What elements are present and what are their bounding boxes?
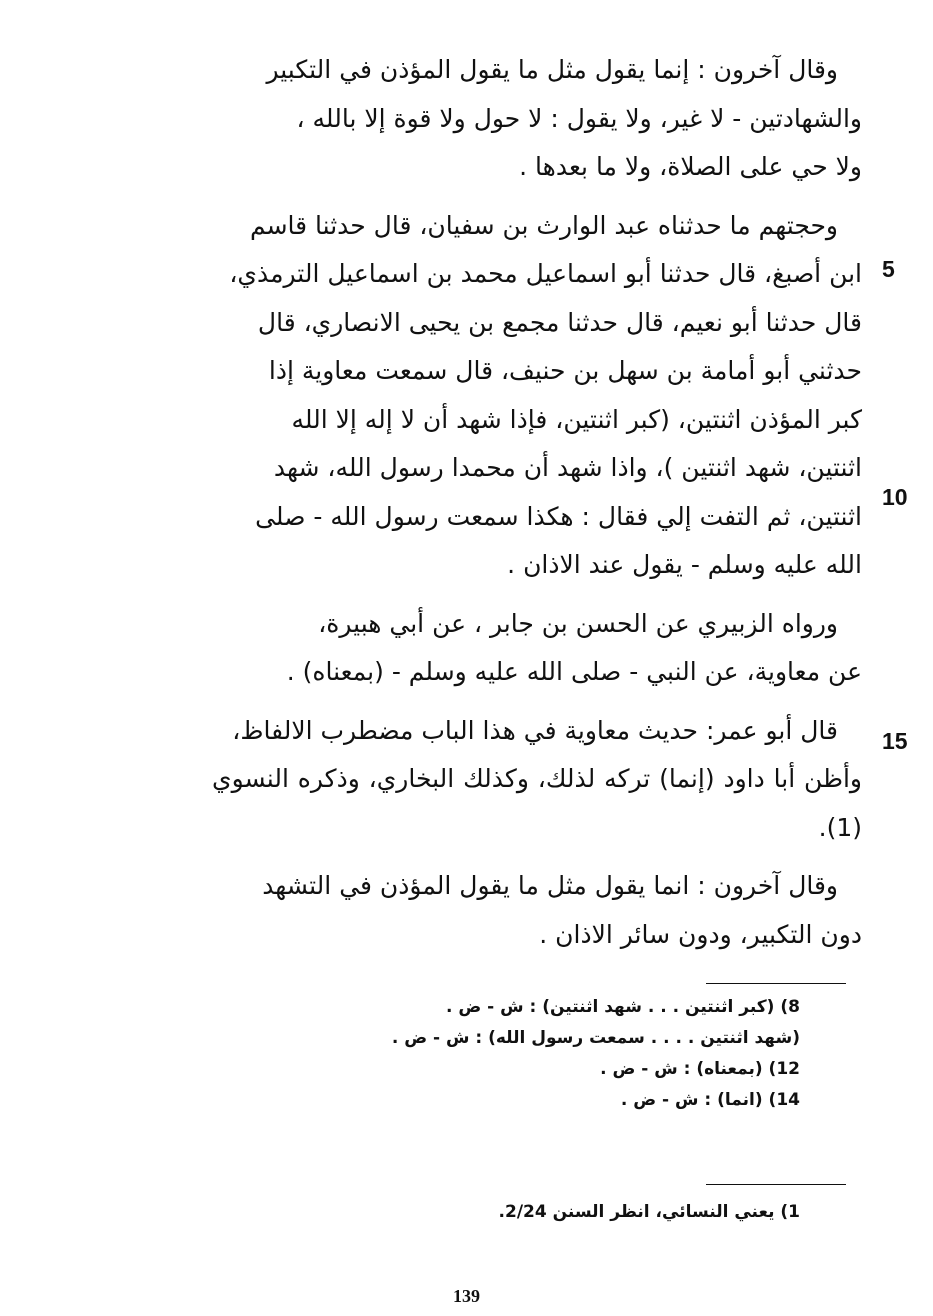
text-line: اثنتين، شهد اثنتين )، واذا شهد أن محمدا رسول الله، شهد <box>273 453 862 482</box>
page-number: 139 <box>453 1286 480 1306</box>
apparatus-note: 14) (انما) : ش - ض . <box>620 1090 800 1110</box>
text-line: كبر المؤذن اثنتين، (كبر اثنتين، فإذا شهد أن لا إله إلا الله <box>291 404 862 434</box>
text-line: ابن أصبغ، قال حدثنا أبو اسماعيل محمد بن اسماعيل الترمذي، <box>229 259 862 288</box>
apparatus-separator <box>706 983 846 984</box>
text-line: والشهادتين - لا غير، ولا يقول : لا حول ولا قوة إلا بالله ، <box>296 103 862 133</box>
text-line: وقال آخرون : إنما يقول مثل ما يقول المؤذن في التكبير <box>266 55 838 84</box>
paragraph <box>212 707 862 853</box>
text-line: قال أبو عمر: حديث معاوية في هذا الباب مضطرب الالفاظ، <box>232 715 838 745</box>
main-text <box>212 46 862 969</box>
apparatus-note: (شهد اثنتين . . . . سمعت رسول الله) : ش - ض . <box>391 1028 800 1048</box>
text-line: قال حدثنا أبو نعيم، قال حدثنا مجمع بن يحيى الانصاري، قال <box>257 307 862 337</box>
text-line: دون التكبير، ودون سائر الاذان . <box>539 919 862 949</box>
paragraph <box>212 46 862 192</box>
line-number-5: 5 <box>882 256 895 282</box>
line-number-15: 15 <box>882 728 908 754</box>
text-line: الله عليه وسلم - يقول عند الاذان . <box>507 550 862 579</box>
text-line: عن معاوية، عن النبي - صلى الله عليه وسلم - (بمعناه) . <box>286 657 862 686</box>
line-number-10: 10 <box>882 484 908 510</box>
text-line: ولا حي على الصلاة، ولا ما بعدها . <box>519 152 862 181</box>
footnote-separator <box>706 1184 846 1185</box>
paragraph <box>212 600 862 697</box>
text-line: اثنتين، ثم التفت إلي فقال : هكذا سمعت رسول الله - صلى <box>255 501 862 531</box>
text-line: ورواه الزبيري عن الحسن بن جابر ، عن أبي هبيرة، <box>318 608 838 638</box>
text-line: وحجتهم ما حدثناه عبد الوارث بن سفيان، قال حدثنا قاسم <box>249 210 838 240</box>
paragraph <box>212 862 862 959</box>
text-line: وأظن أبا داود (إنما) تركه لذلك، وكذلك البخاري، وذكره النسوي (1). <box>212 764 862 842</box>
footnote: 1) يعني النسائي، انظر السنن 2/24. <box>498 1202 800 1222</box>
text-line: وقال آخرون : انما يقول مثل ما يقول المؤذن في التشهد <box>262 871 838 900</box>
text-line: حدثني أبو أمامة بن سهل بن حنيف، قال سمعت معاوية إذا <box>268 356 862 385</box>
apparatus-note: 8) (كبر اثنتين . . . شهد اثنتين) : ش - ض . <box>445 997 800 1017</box>
critical-apparatus <box>280 992 800 1116</box>
apparatus-note: 12) (بمعناه) : ش - ض . <box>600 1059 800 1079</box>
paragraph <box>212 202 862 590</box>
